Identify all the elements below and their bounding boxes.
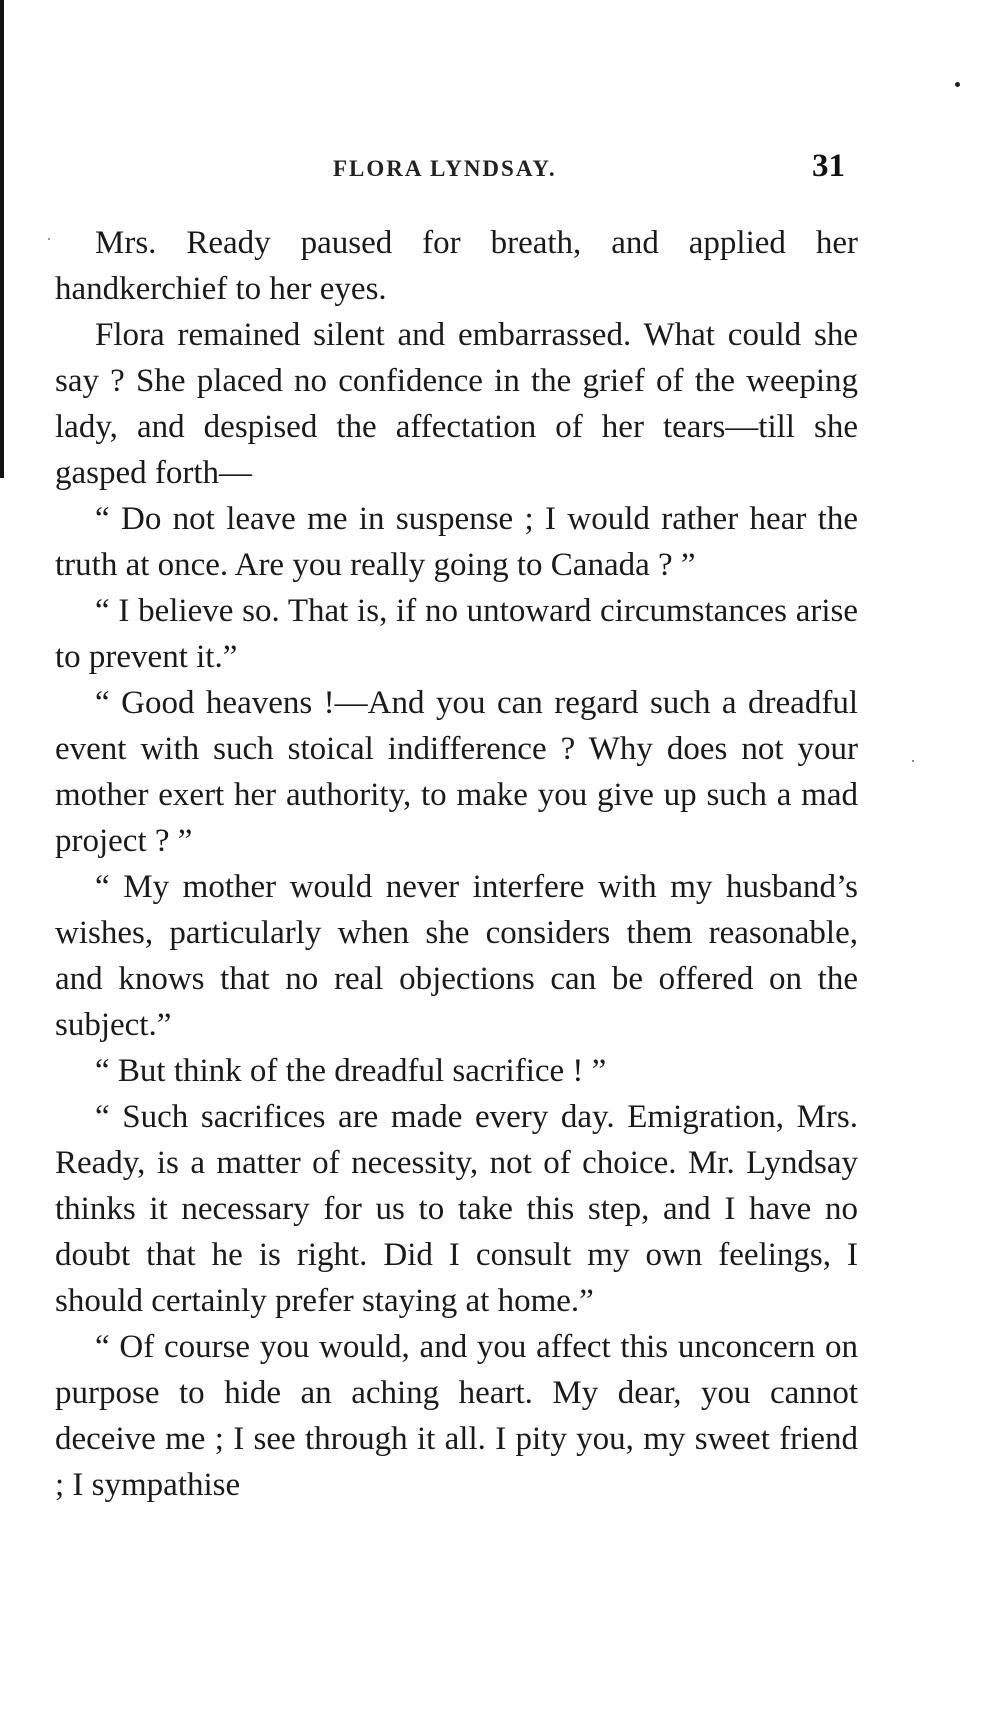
ink-speck (48, 238, 50, 240)
paragraph: “ Such sacrifices are made every day. Emigration, Mrs. Ready, is a matter of necessity, not of choice. Mr. Lyndsay thinks it necessary for us to take this step, and I have no doubt that he is right. Did I consult my own feelings, I should certainly prefer staying at home.” (55, 1099, 858, 1319)
running-head (0, 148, 1000, 188)
paragraph: Flora remained silent and embarrassed. What could she say ? She placed no confidence in the grief of the weeping lady, and despised the affectation of her tears—till she gasped forth— (55, 317, 858, 491)
body-text (55, 220, 858, 1508)
running-title: FLORA LYNDSAY. (333, 156, 557, 181)
paragraph: Mrs. Ready paused for breath, and applied her handkerchief to her eyes. (55, 225, 858, 307)
paragraph: “ My mother would never interfere with my husband’s wishes, particularly when she considers them reasonable, and knows that no real objections can be offered on the subject.” (55, 869, 858, 1043)
page-number: 31 (812, 148, 845, 184)
ink-speck (912, 760, 914, 762)
paragraph: “ Of course you would, and you affect this unconcern on purpose to hide an aching heart. My dear, you cannot deceive me ; I see through it all. I pity you, my sweet friend ; I sympathise (55, 1329, 858, 1503)
page-edge-shadow (0, 0, 4, 478)
paragraph: “ Good heavens !—And you can regard such a dreadful event with such stoical indifference ? Why does not your mother exert her authority, to make you give up such a mad project ? ” (55, 685, 858, 859)
paragraph: “ But think of the dreadful sacrifice ! ” (95, 1053, 607, 1089)
paragraph: “ Do not leave me in suspense ; I would rather hear the truth at once. Are you really going to Canada ? ” (55, 501, 858, 583)
ink-speck (955, 82, 960, 87)
paragraph: “ I believe so. That is, if no untoward circumstances arise to prevent it.” (55, 593, 858, 675)
